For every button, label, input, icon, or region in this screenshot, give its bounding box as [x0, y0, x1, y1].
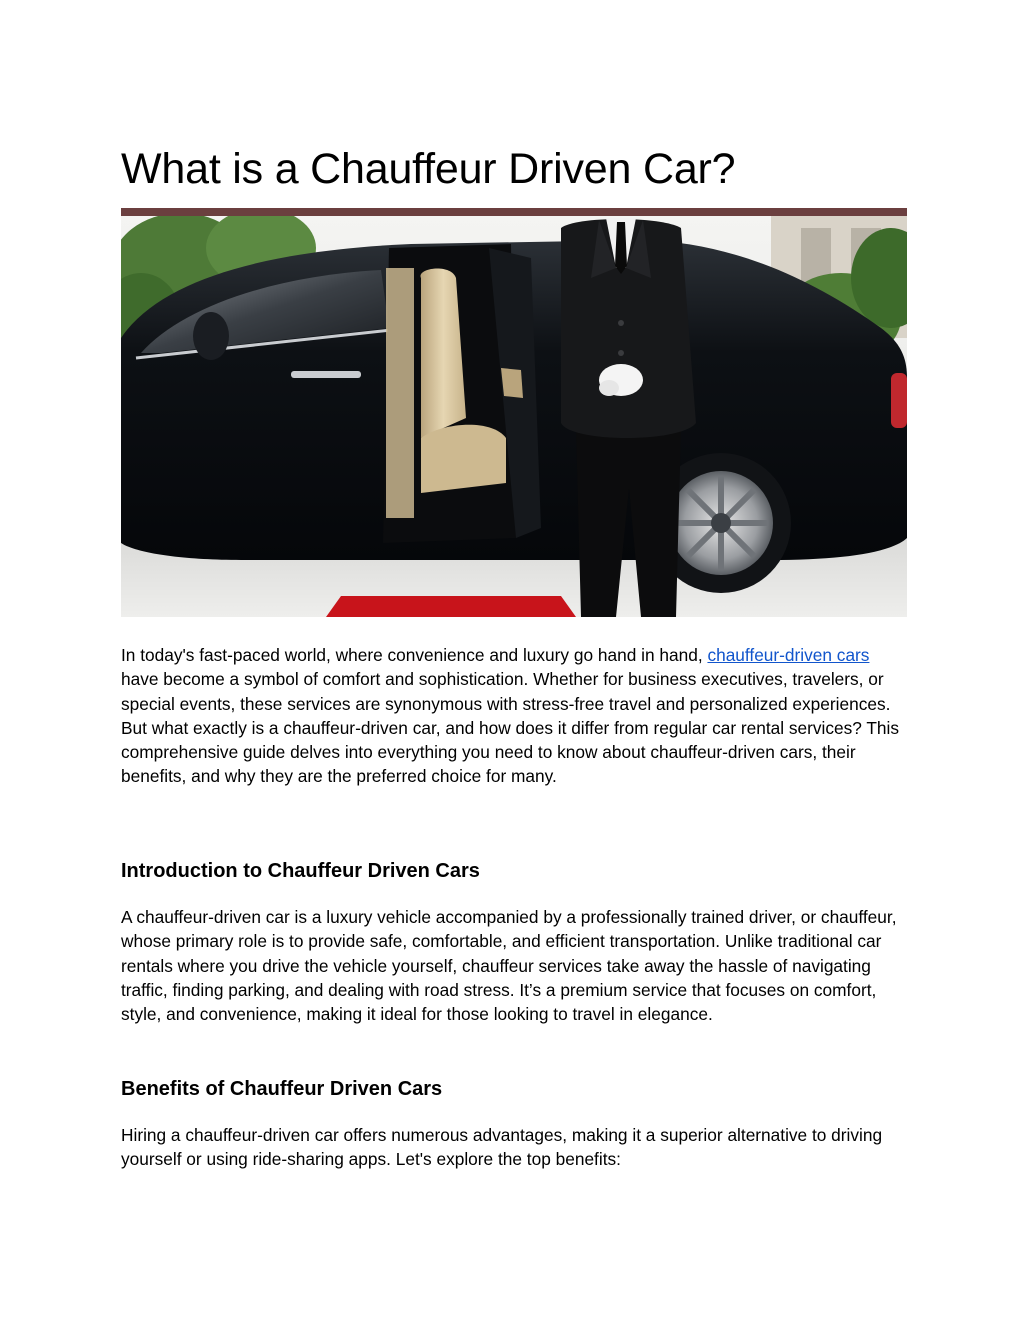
red-carpet — [326, 596, 576, 617]
section-heading-introduction: Introduction to Chauffeur Driven Cars — [121, 860, 480, 882]
intro-paragraph — [121, 643, 911, 789]
section-heading-benefits: Benefits of Chauffeur Driven Cars — [121, 1078, 443, 1100]
car-seat-cushion — [421, 425, 506, 493]
section-body-benefits: Hiring a chauffeur-driven car offers numerous advantages, making it a superior alternative to driving yourself or using ride-sharing apps. Let's explore the top benefits: — [121, 1125, 883, 1170]
chauffeur-driven-cars-link[interactable]: chauffeur-driven cars — [707, 645, 870, 665]
car-side-mirror — [193, 312, 229, 360]
hero-image — [121, 208, 907, 617]
document-title: What is a Chauffeur Driven Car? — [121, 145, 736, 193]
intro-text-before-link: In today's fast-paced world, where convenience and luxury go hand in hand, — [121, 645, 708, 665]
car-tail-light — [891, 373, 907, 428]
section-body-introduction: A chauffeur-driven car is a luxury vehicle accompanied by a professionally trained driver, or chauffeur, whose primary role is to provide safe, comfortable, and efficient transportation. Unlike traditional car rentals where you drive the vehicle yourself, chauffeur services take away the hassle of navigating traffic, finding parking, and dealing with road stress. It’s a premium service that focuses on comfort, style, and convenience, making it ideal for those looking to travel in elegance. — [121, 907, 897, 1025]
intro-text-after-link: have become a symbol of comfort and sophistication. Whether for business executives, travelers, or special events, these services are synonymous with stress-free travel and personalized experiences. But what exactly is a chauffeur-driven car, and how does it differ from regular car rental services? This comprehensive guide delves into everything you need to know about chauffeur-driven cars, their benefits, and why they are the preferred choice for many. — [121, 669, 900, 787]
